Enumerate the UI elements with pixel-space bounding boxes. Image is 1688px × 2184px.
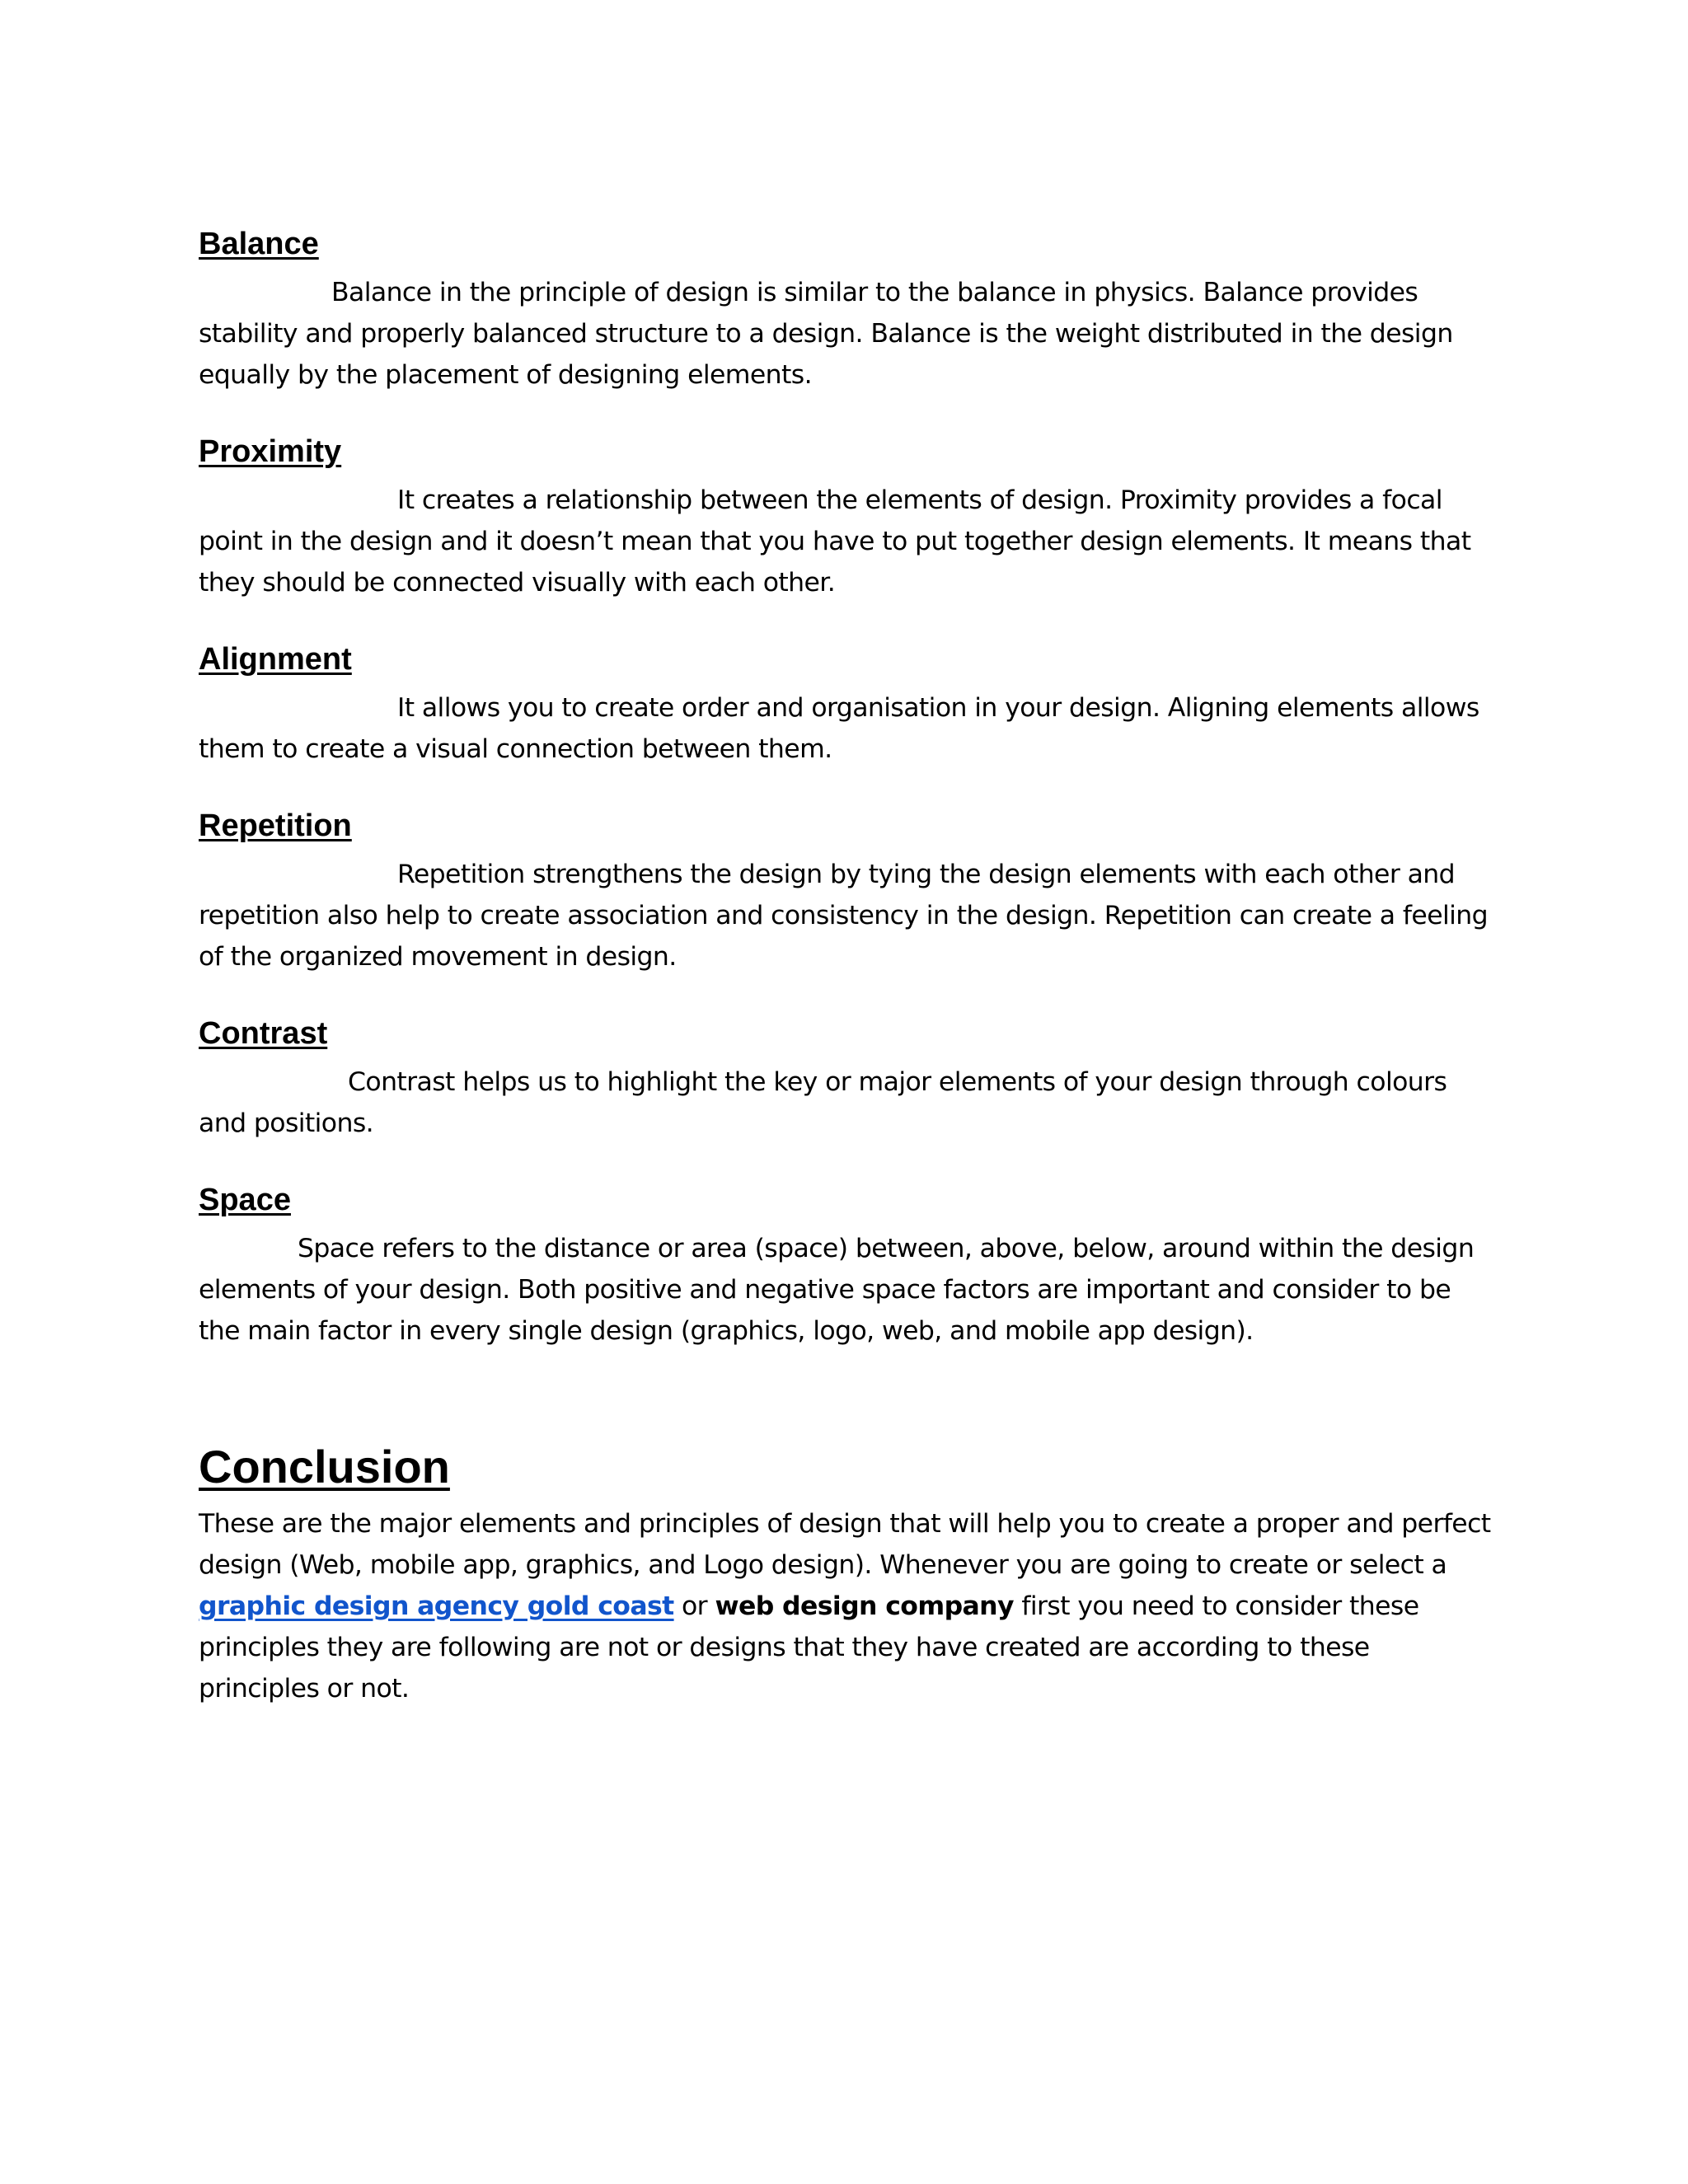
section-heading: Space [199, 1183, 291, 1217]
conclusion-body [199, 1503, 1493, 1709]
conclusion-heading: Conclusion [199, 1441, 450, 1493]
section-heading: Alignment [199, 642, 352, 677]
section-body: Balance in the principle of design is similar to the balance in physics. Balance provides stability and properly balanced structure to a design. Balance is the weight distributed in the design equally by the placement of designing elements. [199, 278, 1453, 390]
conclusion-text-mid: or [673, 1591, 715, 1621]
section-alignment [199, 636, 1493, 770]
section-heading: Repetition [199, 808, 352, 843]
section-balance [199, 221, 1493, 396]
section-space [199, 1177, 1493, 1352]
section-body: It allows you to create order and organisation in your design. Aligning elements allows them to create a visual connection between them. [199, 693, 1479, 764]
bold-term: web design company [715, 1591, 1014, 1621]
section-heading: Balance [199, 227, 319, 261]
conclusion-text-before: These are the major elements and principles of design that will help you to create a proper and perfect design (Web, mobile app, graphics, and Logo design). Whenever you are going to create or select a [199, 1509, 1491, 1580]
agency-link[interactable]: graphic design agency gold coast [199, 1591, 674, 1621]
section-contrast [199, 1010, 1493, 1144]
section-body: Repetition strengthens the design by tying the design elements with each other and repetition also help to create association and consistency in the design. Repetition can create a feeling of the organized movement in design. [199, 860, 1489, 972]
document-page [199, 221, 1493, 1709]
section-heading: Contrast [199, 1016, 328, 1051]
section-conclusion [199, 1434, 1493, 1709]
conclusion-text-after: first you need to consider these principles they are following are not or designs that they have created are according to these principles or not. [199, 1591, 1419, 1704]
section-heading: Proximity [199, 434, 342, 469]
section-body: It creates a relationship between the elements of design. Proximity provides a focal point in the design and it doesn’t mean that you have to put together design elements. It means that they should be connected visually with each other. [199, 485, 1471, 598]
section-proximity [199, 429, 1493, 603]
section-body: Contrast helps us to highlight the key or major elements of your design through colours and positions. [199, 1067, 1447, 1138]
section-body: Space refers to the distance or area (space) between, above, below, around within the design elements of your design. Both positive and negative space factors are important and consider to be the main factor in every single design (graphics, logo, web, and mobile app design). [199, 1234, 1475, 1346]
section-repetition [199, 803, 1493, 977]
